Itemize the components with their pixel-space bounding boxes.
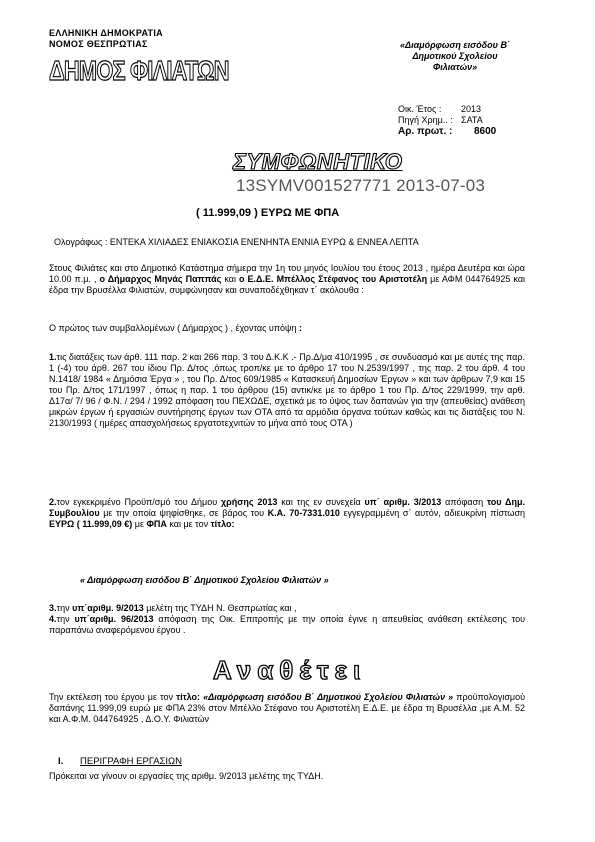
header-line-prefecture: ΝΟΜΟΣ ΘΕΣΠΡΩΤΙΑΣ — [49, 39, 148, 49]
clause-1-text: τις διατάξεις των άρθ. 111 παρ. 2 και 266 παρ. 3 του Δ.Κ.Κ .- Πρ.Δ/μα 410/1995 , σε συνδυασμό και με αυτές της παρ. 1 (-4) του άρθ. 267 του ίδιου Πρ. Δ/τος ,όπως τροπ/κε με το άρθρο 17 του Ν.2539/1997 , της παρ. 2 του άρθ. 4 του Ν.1418/ 1984 « Δημόσια Έργα » , του Πρ. Δ/τος 609/1985 « Κατασκευή Δημοσίων Έργων » και των άρθρων 7,9 και 15 του Πρ. Δ/τος 171/1997 , όπως η παρ. 1 του άρθρου (15) αντικ/κε με το άρθρο 1 του Πρ. Δ/τος 229/1999, την αρθ. Δ17α/ 7/ 96 / Φ.Ν. / 294 / 1992 απόφαση του ΠΕΧΩΔΕ, σχετικά με το ύψος των δαπανών για την (απευθείας) ανάθεση μικρών έργων ή εργασιών συντήρησης έργων των ΟΤΑ από τα αρμόδια όργανα τούτων καθώς και τις διατάξεις του Ν. 2130/1993 ( ημέρες απασχολήσεως εργατοτεχνιτών το μήνα από τους ΟΤΑ ) — [49, 352, 525, 428]
clause-2-decision-number: υπ΄ αριθμ. 3/2013 — [364, 497, 442, 507]
meta-protocol-value: 8600 — [474, 126, 497, 137]
clause-4-number: 4. — [49, 614, 57, 624]
project-title-line-3: Φιλιατών» — [432, 62, 478, 72]
first-party-line — [49, 323, 525, 334]
clause-3 — [49, 603, 525, 614]
clause-4-text-c: απόφαση της Οικ. Επιτροπής με την οποία έγινε η απευθείας ανάθεση εκτέλεσης του παραπάνω αναφερόμενου έργου . — [49, 614, 525, 635]
clause-1 — [49, 352, 525, 429]
meta-row-source — [398, 115, 496, 126]
issuer-header — [49, 28, 163, 50]
document-meta — [398, 104, 496, 137]
intro-paragraph — [49, 263, 525, 296]
meta-protocol-label: Αρ. πρωτ. : — [398, 126, 453, 137]
clause-2-text-k: με — [132, 519, 147, 529]
award-text-a: Την εκτέλεση του έργου με τον — [49, 692, 177, 702]
clause-2-number: 2. — [49, 497, 57, 507]
project-title-quote: « Διαμόρφωση εισόδου Β΄ Δημοτικού Σχολείου Φιλιατών » — [80, 575, 329, 585]
clause-2-text-e: απόφαση — [441, 497, 487, 507]
ada-code: 13SYMV001527771 2013-07-03 — [236, 176, 486, 195]
contract-amount: ( 11.999,09 ) ΕΥΡΩ ΜΕ ΦΠΑ — [196, 207, 340, 219]
clause-3-study-number: υπ΄αριθμ. 9/2013 — [72, 603, 144, 613]
section-number: Ι. — [58, 756, 64, 767]
clause-2-fiscal-year: χρήσης 2013 — [220, 497, 282, 507]
awards-heading: Αναθέτει — [213, 655, 367, 685]
section-heading-works — [58, 756, 182, 768]
clause-2-text-a: τον εγκεκριμένο Προϋπ/σμό του Δήμου — [56, 497, 221, 507]
clause-2-budget-code: Κ.Α. 70-7331.010 — [267, 508, 340, 518]
meta-row-protocol — [398, 126, 496, 137]
first-party-text: Ο πρώτος των συμβαλλομένων ( Δήμαρχος ) , έχοντας υπόψη — [49, 323, 299, 333]
intro-text-a: Στους Φιλιάτες και στο Δημοτικό Κατάστημα σήμερα την 1η του μηνός Ιουλίου του έτους 2013 , ημέρα Δευτέρα και ώρα 10.00 π.μ. , — [49, 263, 525, 284]
clause-2-text-i: εγγεγραμμένη σ΄ αυτόν, αδιευκρίνη πίστωση — [339, 508, 526, 518]
meta-year-value: 2013 — [461, 104, 482, 114]
award-title-label: τίτλο: — [176, 692, 201, 702]
section-label: ΠΕΡΙΓΡΑΦΗ ΕΡΓΑΣΙΩΝ — [80, 756, 183, 767]
award-text-e: προϋπολογισμού δαπάνης 11.999,09 ευρώ με ΦΠΑ 23% στον Μπέλλο Στέφανο του Αριστοτέλη Ε.Δ.Ε. με έδρα τη Βρυσέλλα ,με Α.Μ. 52 και Α.Φ.Μ. 044764925 , Δ.Ο.Υ. Φιλιατών — [49, 692, 525, 724]
amount-in-words: Ολογράφως : ΕΝΤΕΚΑ ΧΙΛΙΑΔΕΣ ΕΝΙΑΚΟΣΙΑ ΕΝΕΝΗΝΤΑ ΕΝΝΙΑ ΕΥΡΩ & ΕΝΝΕΑ ΛΕΠΤΑ — [54, 237, 419, 247]
intro-mayor: ο Δήμαρχος Μηνάς Παππάς — [99, 274, 222, 284]
clause-2-text-g: με την οποία ψηφίσθηκε, σε βάρος του — [99, 508, 268, 518]
intro-text-b: και — [221, 274, 240, 284]
award-paragraph — [49, 692, 525, 725]
clause-1-number: 1. — [49, 352, 57, 362]
project-title-box — [380, 40, 530, 73]
intro-text-c: με ΑΦΜ 044764925 και έδρα την Βρυσέλλα Φιλιατών, συμφώνησαν και συναποδέχθηκαν τ΄ ακόλουθα : — [49, 274, 526, 295]
clause-2 — [49, 497, 525, 530]
municipality-logo: ΔΗΜΟΣ ΦΙΛΙΑΤΩΝ — [49, 55, 229, 86]
clause-2-council: του Δημ. Συμβουλίου — [49, 497, 525, 518]
clauses-3-4 — [49, 603, 525, 636]
works-description: Πρόκειται να γίνουν οι εργασίες της αριθμ. 9/2013 μελέτης της ΤΥΔΗ. — [49, 771, 324, 781]
clause-3-number: 3. — [49, 603, 57, 613]
clause-2-amount: ΕΥΡΩ ( 11.999,09 €) — [49, 519, 133, 529]
clause-2-text-m: και με τον — [166, 519, 211, 529]
meta-source-label: Πηγή Χρημ.. : — [398, 115, 453, 125]
header-line-republic: ΕΛΛΗΝΙΚΗ ΔΗΜΟΚΡΑΤΙΑ — [49, 28, 163, 38]
intro-contractor: ο Ε.Δ.Ε. Μπέλλος Στέφανος του Αριστοτέλη — [239, 274, 428, 284]
clause-3-text-a: την — [56, 603, 73, 613]
meta-source-value: ΣΑΤΑ — [461, 115, 483, 125]
award-project-title: «Διαμόρφωση εισόδου Β΄ Δημοτικού Σχολείου Φιλιατών » — [203, 692, 454, 702]
clause-3-text-c: μελέτη της ΤΥΔΗ Ν. Θεσπρωτίας και , — [143, 603, 297, 613]
project-title-line-2: Δημοτικού Σχολείου — [412, 51, 498, 61]
clause-2-vat: ΦΠΑ — [146, 519, 167, 529]
meta-row-year — [398, 104, 496, 115]
document-title: ΣΥΜΦΩΝΗΤΙΚΟ — [233, 149, 403, 174]
clause-4 — [49, 614, 525, 636]
clause-2-title-label: τίτλο: — [210, 519, 235, 529]
clause-4-decision-number: υπ΄αριθμ. 96/2013 — [74, 614, 154, 624]
meta-year-label: Οικ. Έτος : — [398, 104, 442, 114]
clause-2-text-c: και της εν συνεχεία — [281, 497, 365, 507]
project-title-line-1: «Διαμόρφωση εισόδου Β΄ — [400, 40, 510, 50]
clause-4-text-a: την — [56, 614, 75, 624]
first-party-colon: : — [298, 323, 302, 333]
